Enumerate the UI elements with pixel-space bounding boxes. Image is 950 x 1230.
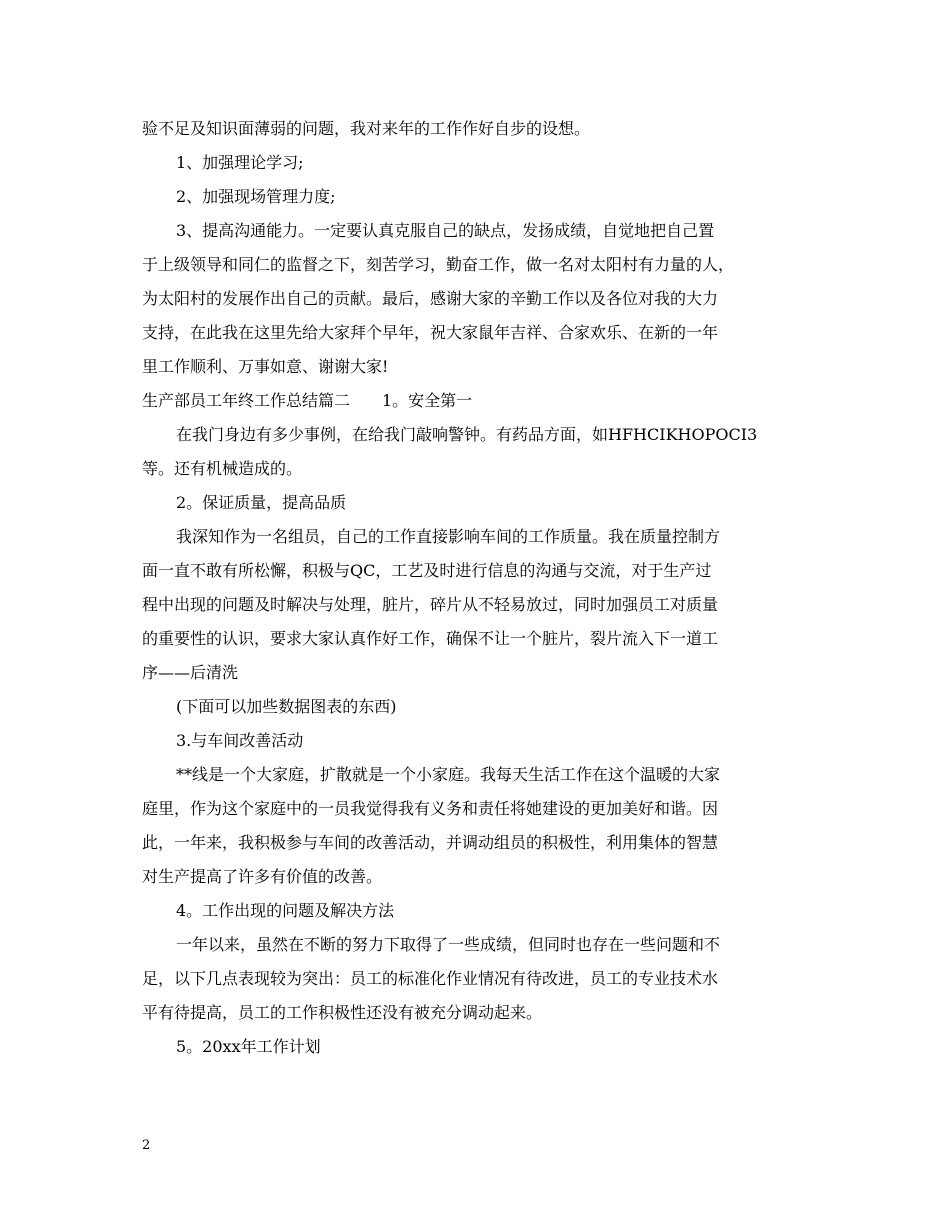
text-line: 生产部员工年终工作总结篇二 1。安全第一 (142, 391, 473, 410)
text-line: 2、加强现场管理力度; (176, 187, 336, 206)
text-line: 4。工作出现的问题及解决方法 (176, 901, 395, 920)
text-line: 等。还有机械造成的。 (142, 459, 303, 478)
text-line: 一年以来，虽然在不断的努力下取得了一些成绩，但同时也存在一些问题和不 (176, 935, 721, 954)
text-line: 于上级领导和同仁的监督之下，刻苦学习，勤奋工作，做一名对太阳村有力量的人， (142, 255, 735, 274)
text-line: 3.与车间改善活动 (176, 731, 304, 750)
text-line: 支持，在此我在这里先给大家拜个早年，祝大家鼠年吉祥、合家欢乐、在新的一年 (142, 323, 719, 342)
text-line: 5。20xx年工作计划 (176, 1037, 321, 1056)
text-line: 我深知作为一名组员，自己的工作直接影响车间的工作质量。我在质量控制方 (176, 527, 721, 546)
text-line: 3、提高沟通能力。一定要认真克服自己的缺点，发扬成绩，自觉地把自己置 (176, 221, 715, 240)
text-line: 里工作顺利、万事如意、谢谢大家! (142, 357, 389, 376)
text-line: 庭里，作为这个家庭中的一员我觉得我有义务和责任将她建设的更加美好和谐。因 (142, 799, 719, 818)
text-line: 平有待提高，员工的工作积极性还没有被充分调动起来。 (142, 1003, 543, 1022)
text-line: 验不足及知识面薄弱的问题，我对来年的工作作好自步的设想。 (142, 119, 591, 138)
text-line: 对生产提高了许多有价值的改善。 (142, 867, 383, 886)
text-line: 在我门身边有多少事例，在给我门敲响警钟。有药品方面，如HFHCIKHOPOCI3 (176, 425, 758, 444)
text-line: 此，一年来，我积极参与车间的改善活动，并调动组员的积极性，利用集体的智慧 (142, 833, 719, 852)
document-body (142, 112, 814, 1064)
text-line: 为太阳村的发展作出自己的贡献。最后，感谢大家的辛勤工作以及各位对我的大力 (142, 289, 719, 308)
text-line: 面一直不敢有所松懈，积极与QC，工艺及时进行信息的沟通与交流，对于生产过 (142, 561, 712, 580)
text-line: 1、加强理论学习; (176, 153, 304, 172)
text-line: 程中出现的问题及时解决与处理，脏片，碎片从不轻易放过，同时加强员工对质量 (142, 595, 719, 614)
text-line: **线是一个大家庭，扩散就是一个小家庭。我每天生活工作在这个温暖的大家 (176, 765, 721, 784)
text-line: (下面可以加些数据图表的东西) (176, 697, 397, 716)
text-line: 足，以下几点表现较为突出：员工的标准化作业情况有待改进，员工的专业技术水 (142, 969, 719, 988)
text-line: 的重要性的认识，要求大家认真作好工作，确保不让一个脏片，裂片流入下一道工 (142, 629, 719, 648)
text-line: 序——后清洗 (142, 663, 239, 682)
page-number: 2 (142, 1138, 151, 1153)
text-line: 2。保证质量，提高品质 (176, 493, 347, 512)
